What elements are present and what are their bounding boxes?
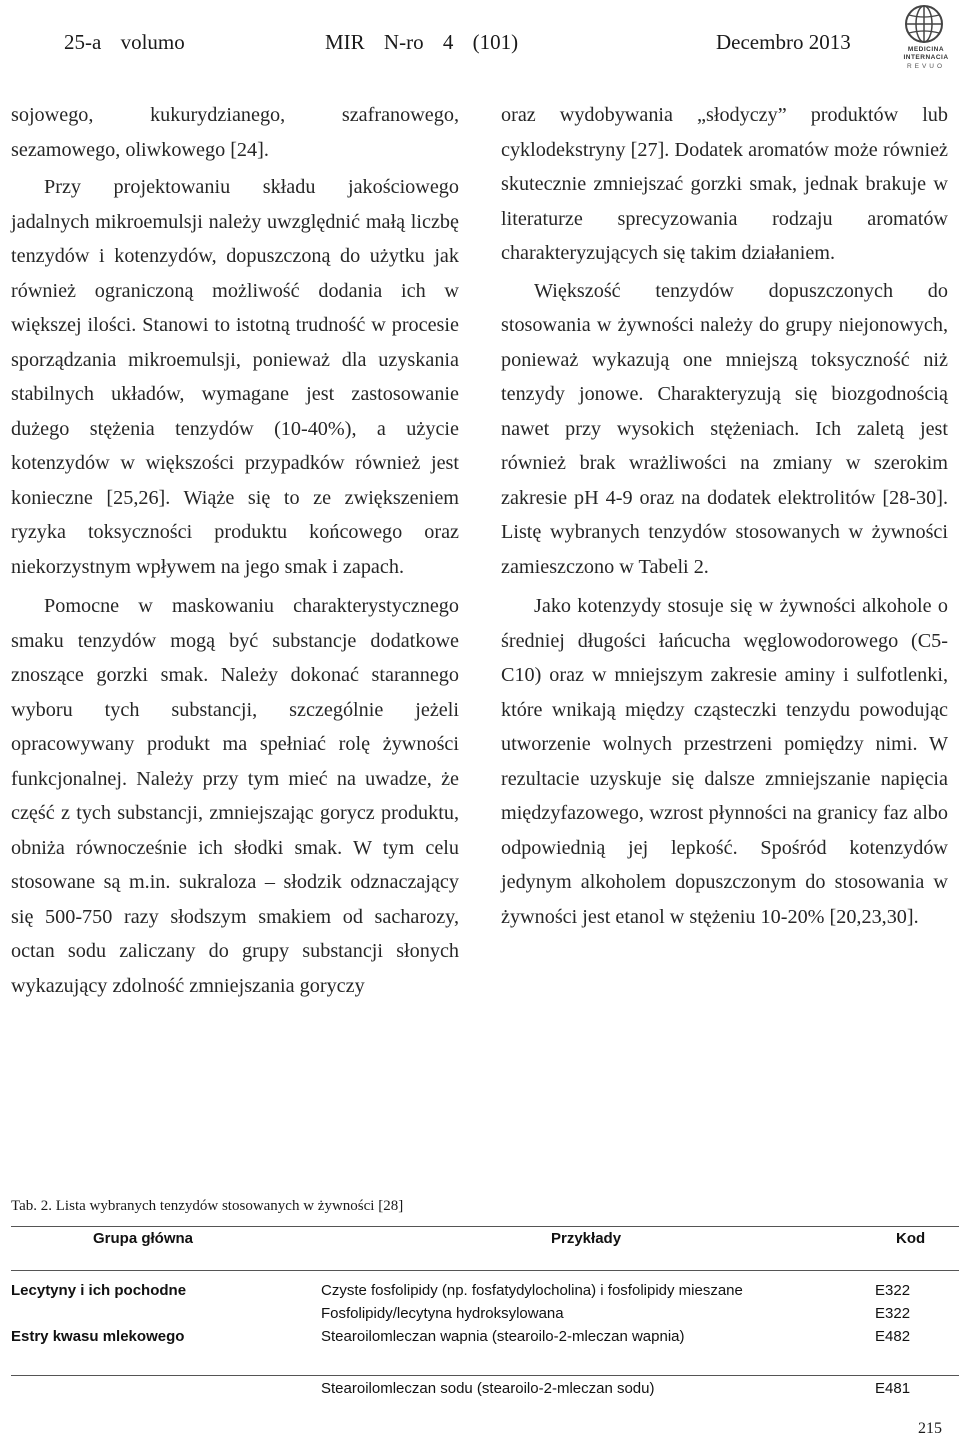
paragraph: Przy projektowaniu składu jakościowego jadalnych mikroemulsji należy uwzględnić małą liczbę tenzydów i kotenzydów, dopuszczoną do użytku jak również ograniczoną możliwość dodania ich w większej ilości. Stanowi to istotną trudność w procesie sporządzania mikroemulsji, ponieważ dla uzyskania stabilnych układów, wymagane jest zastosowanie dużego stężenia tenzydów (10-40%), a użycie kotenzydów w większości przypadków również jest konieczne [25,26]. Wiąże się to ze zwiększeniem ryzyka toksyczności produktu końcowego oraz niekorzystnym wpływem na jego smak i zapach. [11,176,459,578]
globe-icon [904,4,944,44]
header-journal-issue: MIR N-ro 4 (101) [325,30,519,54]
page-header [0,0,960,80]
paragraph: Pomocne w maskowaniu charakterystycznego smaku tenzydów mogą być substancje dodatkowe znoszące gorzki smak. Należy dokonać starannego wyboru tych substancji, szczególnie jeżeli opracowywany produkt ma spełniać rolę żywności funkcjonalnej. Należy przy tym mieć na uwadze, że część z tych substancji, zmniejszając gorycz produktu, obniża równocześnie ich słodki smak. W tym celu stosowane są m.in. sukraloza – słodzik odznaczający się 500-750 razy słodszym smakiem od sacharozy, octan sodu zaliczany do grupy substancji słonych wykazujący zdolność zmniejszania goryczy [11,595,459,997]
left-text-column [11,98,459,1003]
logo-line-2: INTERNACIA [903,54,949,61]
logo-line-3: REVUO [906,63,946,70]
paragraph: sojowego, kukurydzianego, szafranowego, sezamowego, oliwkowego [24]. [11,104,459,161]
table-cell-group: Estry kwasu mlekowego [11,1328,185,1345]
table-cell-example: Stearoilomleczan sodu (stearoilo-2-mleczan sodu) [321,1380,655,1397]
table-row-rule [11,1375,959,1376]
logo-line-1: MEDICINA [907,46,945,53]
table-cell-example: Fosfolipidy/lecytyna hydroksylowana [321,1305,564,1322]
paragraph: oraz wydobywania „słodyczy” produktów lub cyklodekstryny [27]. Dodatek aromatów może również skutecznie zmniejszać gorzki smak, jednak brakuje w literaturze sprecyzowania rodzaju aromatów charakteryzujących się takim działaniem. [501,104,948,264]
right-text-column [501,98,948,934]
table-cell-code: E322 [875,1305,911,1322]
paragraph: Większość tenzydów dopuszczonych do stosowania w żywności należy do grupy niejonowych, ponieważ wykazują one mniejszą toksyczność niż tenzydy jonowe. Charakteryzują się biozgodnością nawet przy wysokich stężeniach. Ich zaletą jest również brak wrażliwości na zmiany w szerokim zakresie pH 4-9 oraz na dodatek elektrolitów [28-30]. Listę wybranych tenzydów stosowanych w żywności zamieszczono w Tabeli 2. [501,279,948,578]
table-cell-example: Czyste fosfolipidy (np. fosfatydylocholina) i fosfolipidy mieszane [321,1282,743,1299]
page-number: 215 [918,1420,942,1437]
header-date: Decembro 2013 [716,30,851,54]
table-cell-example: Stearoilomleczan wapnia (stearoilo-2-mleczan wapnia) [321,1328,685,1345]
table-cell-code: E322 [875,1282,911,1299]
table-top-rule [11,1226,959,1227]
table-cell-code: E481 [875,1380,911,1397]
table-cell-group: Lecytyny i ich pochodne [11,1282,187,1299]
column-header-examples: Przykłady [551,1230,622,1247]
column-header-group: Grupa główna [93,1230,194,1247]
paragraph: Jako kotenzydy stosuje się w żywności alkohole o średniej długości łańcucha węglowodorowego (C5-C10) oraz w mniejszym zakresie aminy i sulfotlenki, które wnikają między cząsteczki tenzydu powodując utworzenie wolnych przestrzeni pomiędzy nimi. W rezultacie uzyskuje się dalsze zmniejszanie napięcia międzyfazowego, wzrost płynności na granicy faz albo odpowiednią jej lepkość. Spośród kotenzydów jedynym alkoholem dopuszczonym do stosowania w żywności jest etanol w stężeniu 10-20% [20,23,30]. [501,595,948,928]
column-header-code: Kod [896,1230,926,1247]
header-volume: 25-a volumo [64,30,185,54]
table-header-rule [11,1270,959,1271]
table-caption: Tab. 2. Lista wybranych tenzydów stosowanych w żywności [28] [11,1198,404,1214]
journal-logo [897,4,955,74]
table-cell-code: E482 [875,1328,911,1345]
